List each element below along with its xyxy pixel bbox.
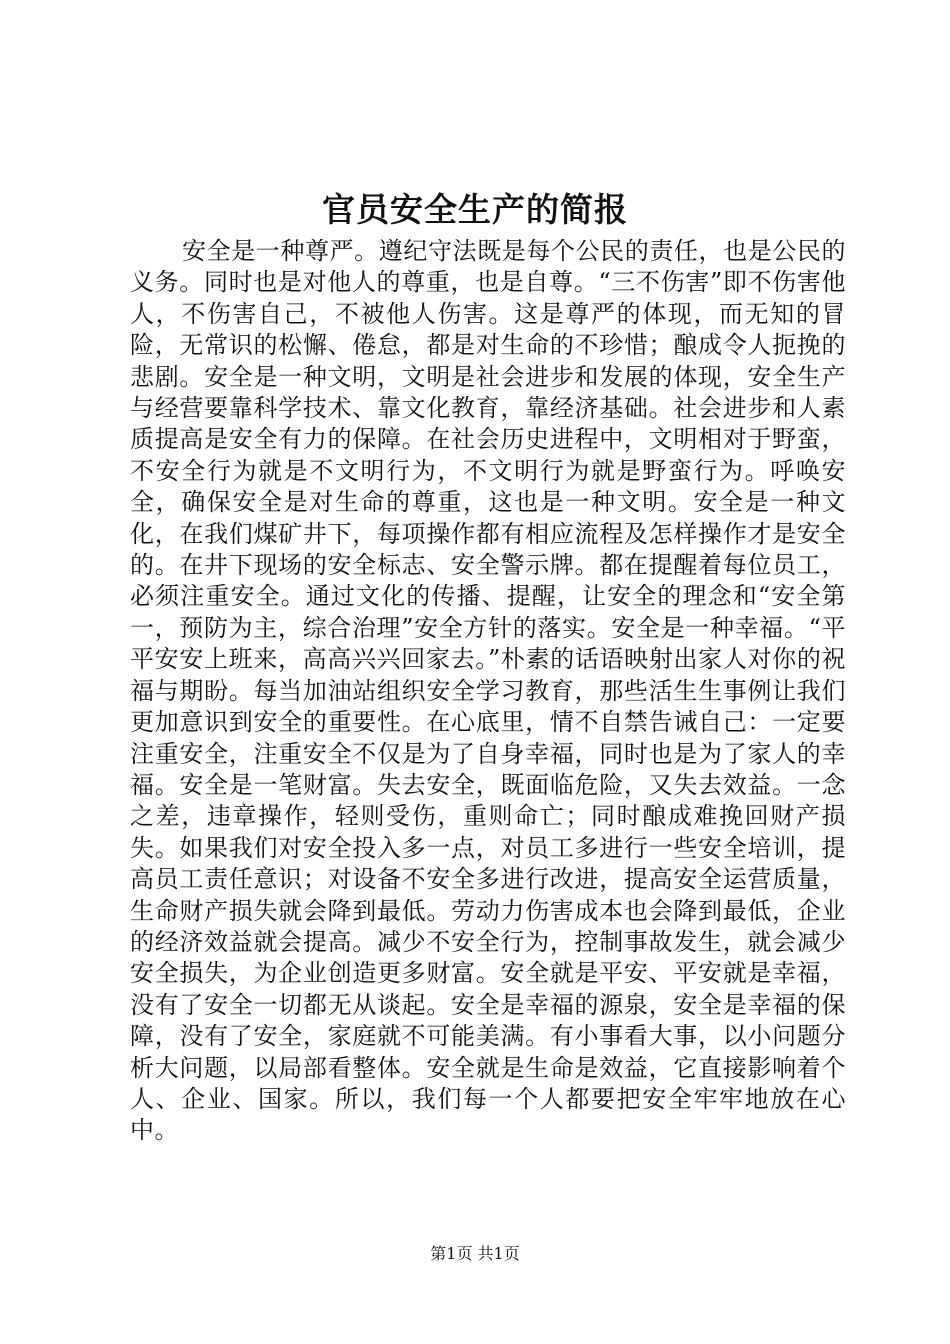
page-footer: 第1页 共1页 [430,1244,520,1263]
document-body-paragraph: 安全是一种尊严。遵纪守法既是每个公民的责任，也是公民的义务。同时也是对他人的尊重，也是自尊。“三不伤害”即不伤害他人，不伤害自己，不被他人伤害。这是尊严的体现，而无知的冒险，无常识的松懈、倦怠，都是对生命的不珍惜；酿成令人扼挽的悲剧。安全是一种文明，文明是社会进步和发展的体现，安全生产与经营要靠科学技术、靠文化教育，靠经济基础。社会进步和人素质提高是安全有力的保障。在社会历史进程中，文明相对于野蛮，不安全行为就是不文明行为，不文明行为就是野蛮行为。呼唤安全，确保安全是对生命的尊重，这也是一种文明。安全是一种文化，在我们煤矿井下，每项操作都有相应流程及怎样操作才是安全的。在井下现场的安全标志、安全警示牌。都在提醒着每位员工，必须注重安全。通过文化的传播、提醒，让安全的理念和“安全第一，预防为主，综合治理”安全方针的落实。安全是一种幸福。“平平安安上班来，高高兴兴回家去。”朴素的话语映射出家人对你的祝福与期盼。每当加油站组织安全学习教育，那些活生生事例让我们更加意识到安全的重要性。在心底里，情不自禁告诫自己：一定要注重安全，注重安全不仅是为了自身幸福，同时也是为了家人的幸福。安全是一笔财富。失去安全，既面临危险，又失去效益。一念之差，违章操作，轻则受伤，重则命亡；同时酿成难挽回财产损失。如果我们对安全投入多一点，对员工多进行一些安全培训，提高员工责任意识；对设备不安全多进行改进，提高安全运营质量，生命财产损失就会降到最低。劳动力伤害成本也会降到最低，企业的经济效益就会提高。减少不安全行为，控制事故发生，就会减少安全损失，为企业创造更多财富。安全就是平安、平安就是幸福，没有了安全一切都无从谈起。安全是幸福的源泉，安全是幸福的保障，没有了安全，家庭就不可能美满。有小事看大事，以小问题分析大问题，以局部看整体。安全就是生命是效益，它直接影响着个人、企业、国家。所以，我们每一个人都要把安全牢牢地放在心中。 [130,237,846,1145]
document-title: 官员安全生产的简报 [322,190,628,229]
